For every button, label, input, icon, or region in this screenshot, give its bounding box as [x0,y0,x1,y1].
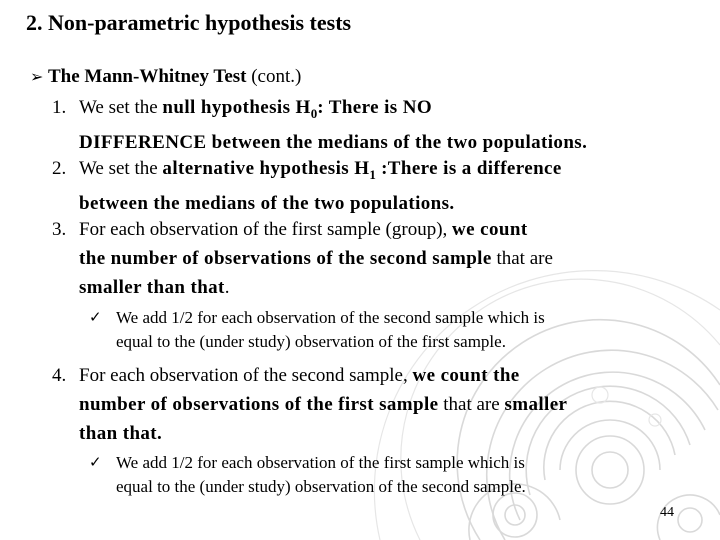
page-number: 44 [660,505,674,520]
text-run-bold: number of observations of the first sample [79,394,439,415]
subscript: 0 [310,105,318,121]
bullet-heading-bold: The Mann-Whitney Test [48,66,247,87]
text-run: For each observation of the second sample, [79,365,413,386]
text-run: that are [491,248,553,269]
list-item-text [79,154,699,218]
subscript: 1 [369,166,376,182]
subnote-text [116,451,696,499]
text-run-bold: we count [452,219,528,240]
text-run: . [224,277,230,298]
list-item-number: 1. [52,97,67,118]
text-run-bold: the number of observations of the second sample [79,248,492,269]
text-run: We set the [79,97,163,118]
list-item-number: 3. [52,219,67,240]
text-run-bold: we count the [412,365,520,386]
text-run: We add 1/2 for each observation of the second sample which is [116,308,545,327]
checkmark-icon: ✓ [89,310,102,326]
text-run: We set the [79,158,163,179]
list-item-text [79,215,699,302]
arrow-right-icon: ➢ [30,69,44,86]
text-run: For each observation of the first sample (group), [79,219,453,240]
text-run-bold: null hypothesis H [162,97,311,118]
text-run: that are [438,394,505,415]
text-run: equal to the (under study) observation of the first sample. [116,332,506,351]
bullet-heading-rest: (cont.) [246,66,302,87]
text-run-bold: smaller [504,394,568,415]
text-run: equal to the (under study) observation of the second sample. [116,477,526,496]
list-item-number: 4. [52,365,67,386]
bullet-heading [30,66,301,88]
slide-title: 2. Non-parametric hypothesis tests [26,10,352,35]
text-run-bold: between the medians of the two populations. [79,192,455,214]
subnote-text [116,306,696,354]
list-item-text [79,93,699,157]
text-run-bold: : There is NO [317,97,433,118]
text-run-bold: :There is a difference [375,158,562,179]
text-run-bold: alternative hypothesis H [162,158,370,179]
list-item-text [79,361,699,448]
text-run-bold: than that. [79,423,163,444]
list-item-number: 2. [52,158,67,179]
text-run-bold: smaller than that [79,277,225,298]
checkmark-icon: ✓ [89,455,102,471]
text-run: We add 1/2 for each observation of the first sample which is [116,453,525,472]
text-run-bold: DIFFERENCE between the medians of the two populations. [79,131,588,153]
